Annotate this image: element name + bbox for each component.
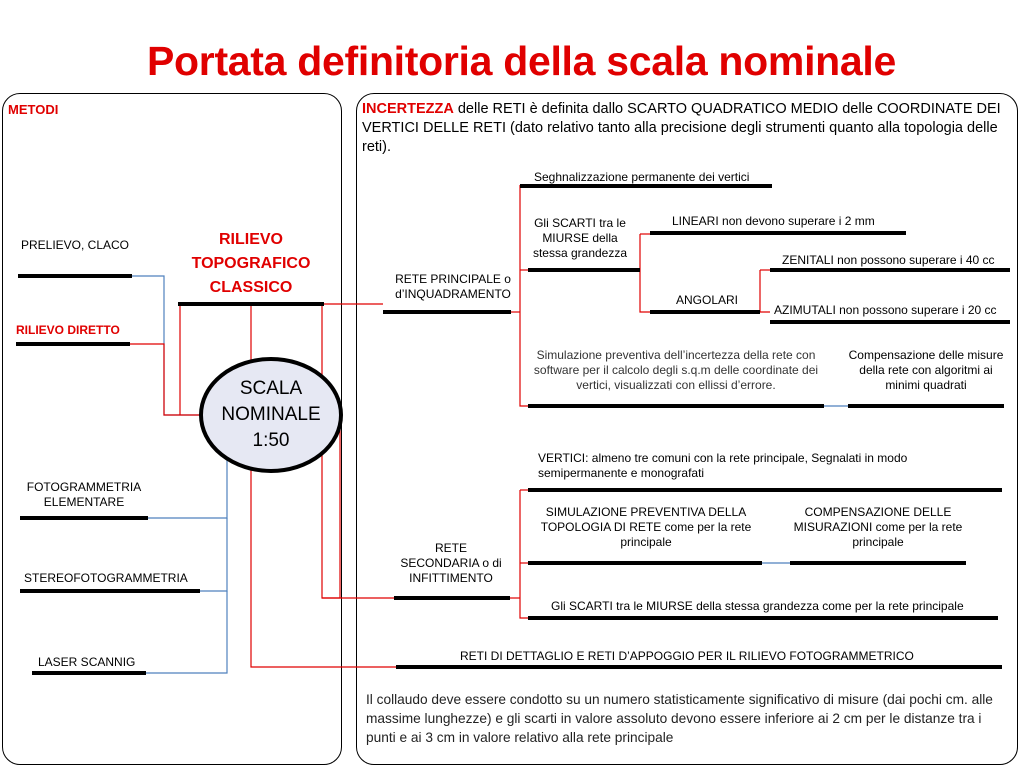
simulazione-topologia-label: SIMULAZIONE PREVENTIVA DELLA TOPOLOGIA DI RETE come per la rete principale bbox=[540, 505, 752, 549]
scarti-secondaria-label: Gli SCARTI tra le MIURSE della stessa grandezza come per la rete principale bbox=[551, 599, 964, 613]
simulazione-bar bbox=[528, 404, 824, 408]
angolari-label: ANGOLARI bbox=[676, 293, 739, 307]
lineari-bar bbox=[650, 231, 906, 235]
compensazione-label: Compensazione delle misure della rete con algoritmi ai minimi quadrati bbox=[848, 348, 1004, 392]
zenitali-label: ZENITALI non possono superare i 40 cc bbox=[782, 253, 995, 267]
method-laser-scanning: LASER SCANNIG bbox=[38, 655, 136, 669]
scarti-secondaria-bar bbox=[528, 616, 998, 620]
method-stereofotogrammetria-bar bbox=[20, 589, 200, 593]
zenitali-bar bbox=[770, 268, 1010, 272]
azimutali-label: AZIMUTALI non possono superare i 20 cc bbox=[774, 303, 997, 317]
incertezza-paragraph bbox=[362, 100, 1012, 157]
method-rilievo-diretto-bar bbox=[16, 342, 130, 346]
vertici-label: VERTICI: almeno tre comuni con la rete principale, Segnalati in modo semipermanente e monografati bbox=[538, 451, 908, 480]
collaudo-paragraph: Il collaudo deve essere condotto su un numero statisticamente significativo di misure (dai pochi cm. alle massime lunghezze) e gli scarti in valore assoluto devono essere inferiore ai 2 cm per le distanze tra i punti e ai 3 cm in valore relativo alla rete principale bbox=[366, 692, 993, 745]
incertezza-text: delle RETI è definita dallo SCARTO QUADRATICO MEDIO delle COORDINATE DEI VERTICI DELLE RETI (dato relativo tanto alla precisione degli strumenti quanto alla topologia delle reti). bbox=[362, 101, 1001, 155]
method-stereofotogrammetria: STEREOFOTOGRAMMETRIA bbox=[24, 571, 188, 585]
method-prelievo-bar bbox=[18, 274, 132, 278]
page-title: Portata definitoria della scala nominale bbox=[147, 38, 897, 84]
rete-principale-label: RETE PRINCIPALE o d’INQUADRAMENTO bbox=[395, 272, 511, 301]
lineari-label: LINEARI non devono superare i 2 mm bbox=[672, 214, 875, 228]
simulazione-label: Simulazione preventiva dell’incertezza della rete con software per il calcolo degli s.q.m delle coordinate dei vertici, visualizzati con ellissi d’errore. bbox=[533, 348, 819, 392]
rilievo-classico-bar bbox=[178, 302, 324, 306]
method-fotogrammetria-bar bbox=[20, 516, 148, 520]
reti-dettaglio-bar bbox=[396, 665, 1002, 669]
method-prelievo: PRELIEVO, CLACO bbox=[20, 238, 130, 252]
incertezza-label: INCERTEZZA bbox=[362, 101, 454, 117]
scarti-mirurse-label: Gli SCARTI tra le MIURSE della stessa grandezza bbox=[532, 216, 628, 260]
scarti-mirurse-bar bbox=[528, 268, 640, 272]
segnalizzazione-label: Seghnalizzazione permanente dei vertici bbox=[534, 170, 750, 184]
rete-principale-bar bbox=[383, 310, 511, 314]
method-fotogrammetria: FOTOGRAMMETRIA ELEMENTARE bbox=[26, 480, 142, 509]
compensazione-bar bbox=[848, 404, 1004, 408]
compensazione-misurazioni-label: COMPENSAZIONE DELLE MISURAZIONI come per la rete principale bbox=[793, 505, 963, 549]
segnalizzazione-bar bbox=[520, 184, 772, 188]
simulazione-topologia-bar bbox=[528, 561, 762, 565]
vertici-bar bbox=[528, 488, 1002, 492]
method-laser-scanning-bar bbox=[32, 671, 146, 675]
rete-secondaria-label: RETE SECONDARIA o di INFITTIMENTO bbox=[400, 541, 502, 585]
method-rilievo-diretto: RILIEVO DIRETTO bbox=[16, 323, 120, 337]
angolari-bar bbox=[650, 310, 760, 314]
scala-nominale-label: SCALA NOMINALE 1:50 bbox=[221, 378, 321, 451]
rilievo-classico-label: RILIEVO TOPOGRAFICO CLASSICO bbox=[191, 231, 311, 296]
rete-secondaria-bar bbox=[394, 596, 510, 600]
compensazione-misurazioni-bar bbox=[790, 561, 966, 565]
reti-dettaglio-label: RETI DI DETTAGLIO E RETI D’APPOGGIO PER IL RILIEVO FOTOGRAMMETRICO bbox=[460, 649, 914, 663]
methods-heading: METODI bbox=[8, 102, 59, 117]
azimutali-bar bbox=[770, 320, 1010, 324]
